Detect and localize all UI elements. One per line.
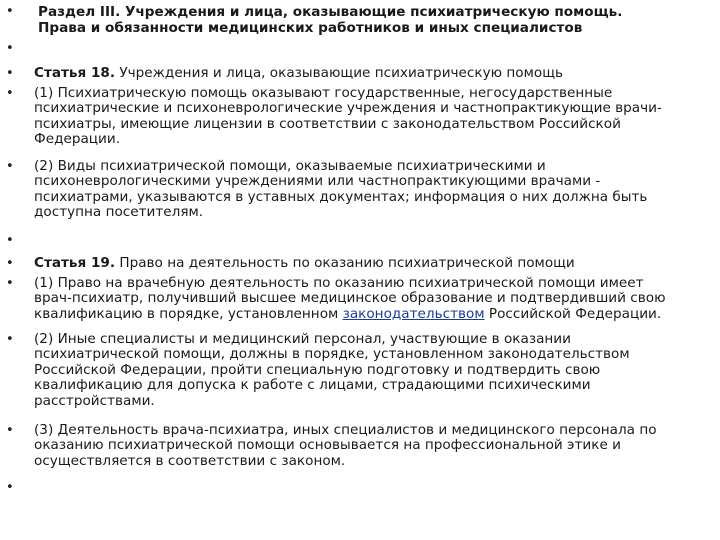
article-18-title: Учреждения и лица, оказывающие психиатрическую помощь	[115, 65, 564, 81]
bullet-icon: •	[6, 480, 14, 495]
article-18-heading	[34, 66, 706, 81]
bullet-icon: •	[6, 233, 14, 248]
section-heading-line2: Права и обязанности медицинских работников и иных специалистов	[38, 20, 583, 36]
article-19-label: Статья 19.	[34, 255, 116, 271]
bullet-icon: •	[6, 423, 14, 438]
article-18-paragraph-2: (2) Виды психиатрической помощи, оказываемые психиатрическими и психоневрологическими учреждениями или частнопрактикующими врачами - психиатрами, указываются в уставных документах; информация о них должна быть доступна посетителям.	[34, 158, 648, 221]
bullet-icon: •	[6, 159, 14, 174]
article-19-paragraph-3: (3) Деятельность врача-психиатра, иных специалистов и медицинского персонала по оказанию психиатрической помощи основывается на профессиональной этике и осуществляется в соответствии с законом.	[34, 422, 657, 469]
article-19-paragraph-1-end: Российской Федерации.	[484, 305, 662, 322]
section-heading-line1: Раздел III. Учреждения и лица, оказывающие психиатрическую помощь.	[38, 4, 623, 20]
bullet-icon: •	[6, 86, 14, 101]
bullet-icon: •	[6, 4, 14, 19]
article-19-paragraph-2: (2) Иные специалисты и медицинский персонал, участвующие в оказании психиатрической помощи, должны в порядке, установленном законодательством Российской Федерации, пройти специальную подготовку и подтвердить свою квалификацию для допуска к работе с лицами, страдающими психическими расстройствами.	[34, 331, 630, 409]
article-18-label: Статья 18.	[34, 65, 116, 81]
section-heading	[38, 4, 710, 36]
bullet-icon: •	[6, 276, 14, 291]
bullet-icon: •	[6, 66, 14, 81]
article-19-title: Право на деятельность по оказанию психиатрической помощи	[115, 255, 575, 271]
bullet-icon: •	[6, 41, 14, 56]
article-19-paragraph-1	[34, 276, 706, 322]
article-18-paragraph-1: (1) Психиатрическую помощь оказывают государственные, негосударственные психиатрические и психоневрологические учреждения и частнопрактикующие врачи- психиатры, имеющие лицензии в соответствии с законодательством Российской Федерации.	[34, 85, 662, 148]
bullet-icon: •	[6, 256, 14, 271]
legislation-link[interactable]: законодательством	[342, 305, 485, 322]
article-19-heading	[34, 256, 706, 271]
bullet-icon: •	[6, 332, 14, 347]
article-19-paragraph-1-text: (1) Право на врачебную деятельность по оказанию психиатрической помощи имеет врач-психиатр, получивший высшее медицинское образование и подтвердивший свою квалификацию в порядке, установленном	[34, 275, 666, 322]
